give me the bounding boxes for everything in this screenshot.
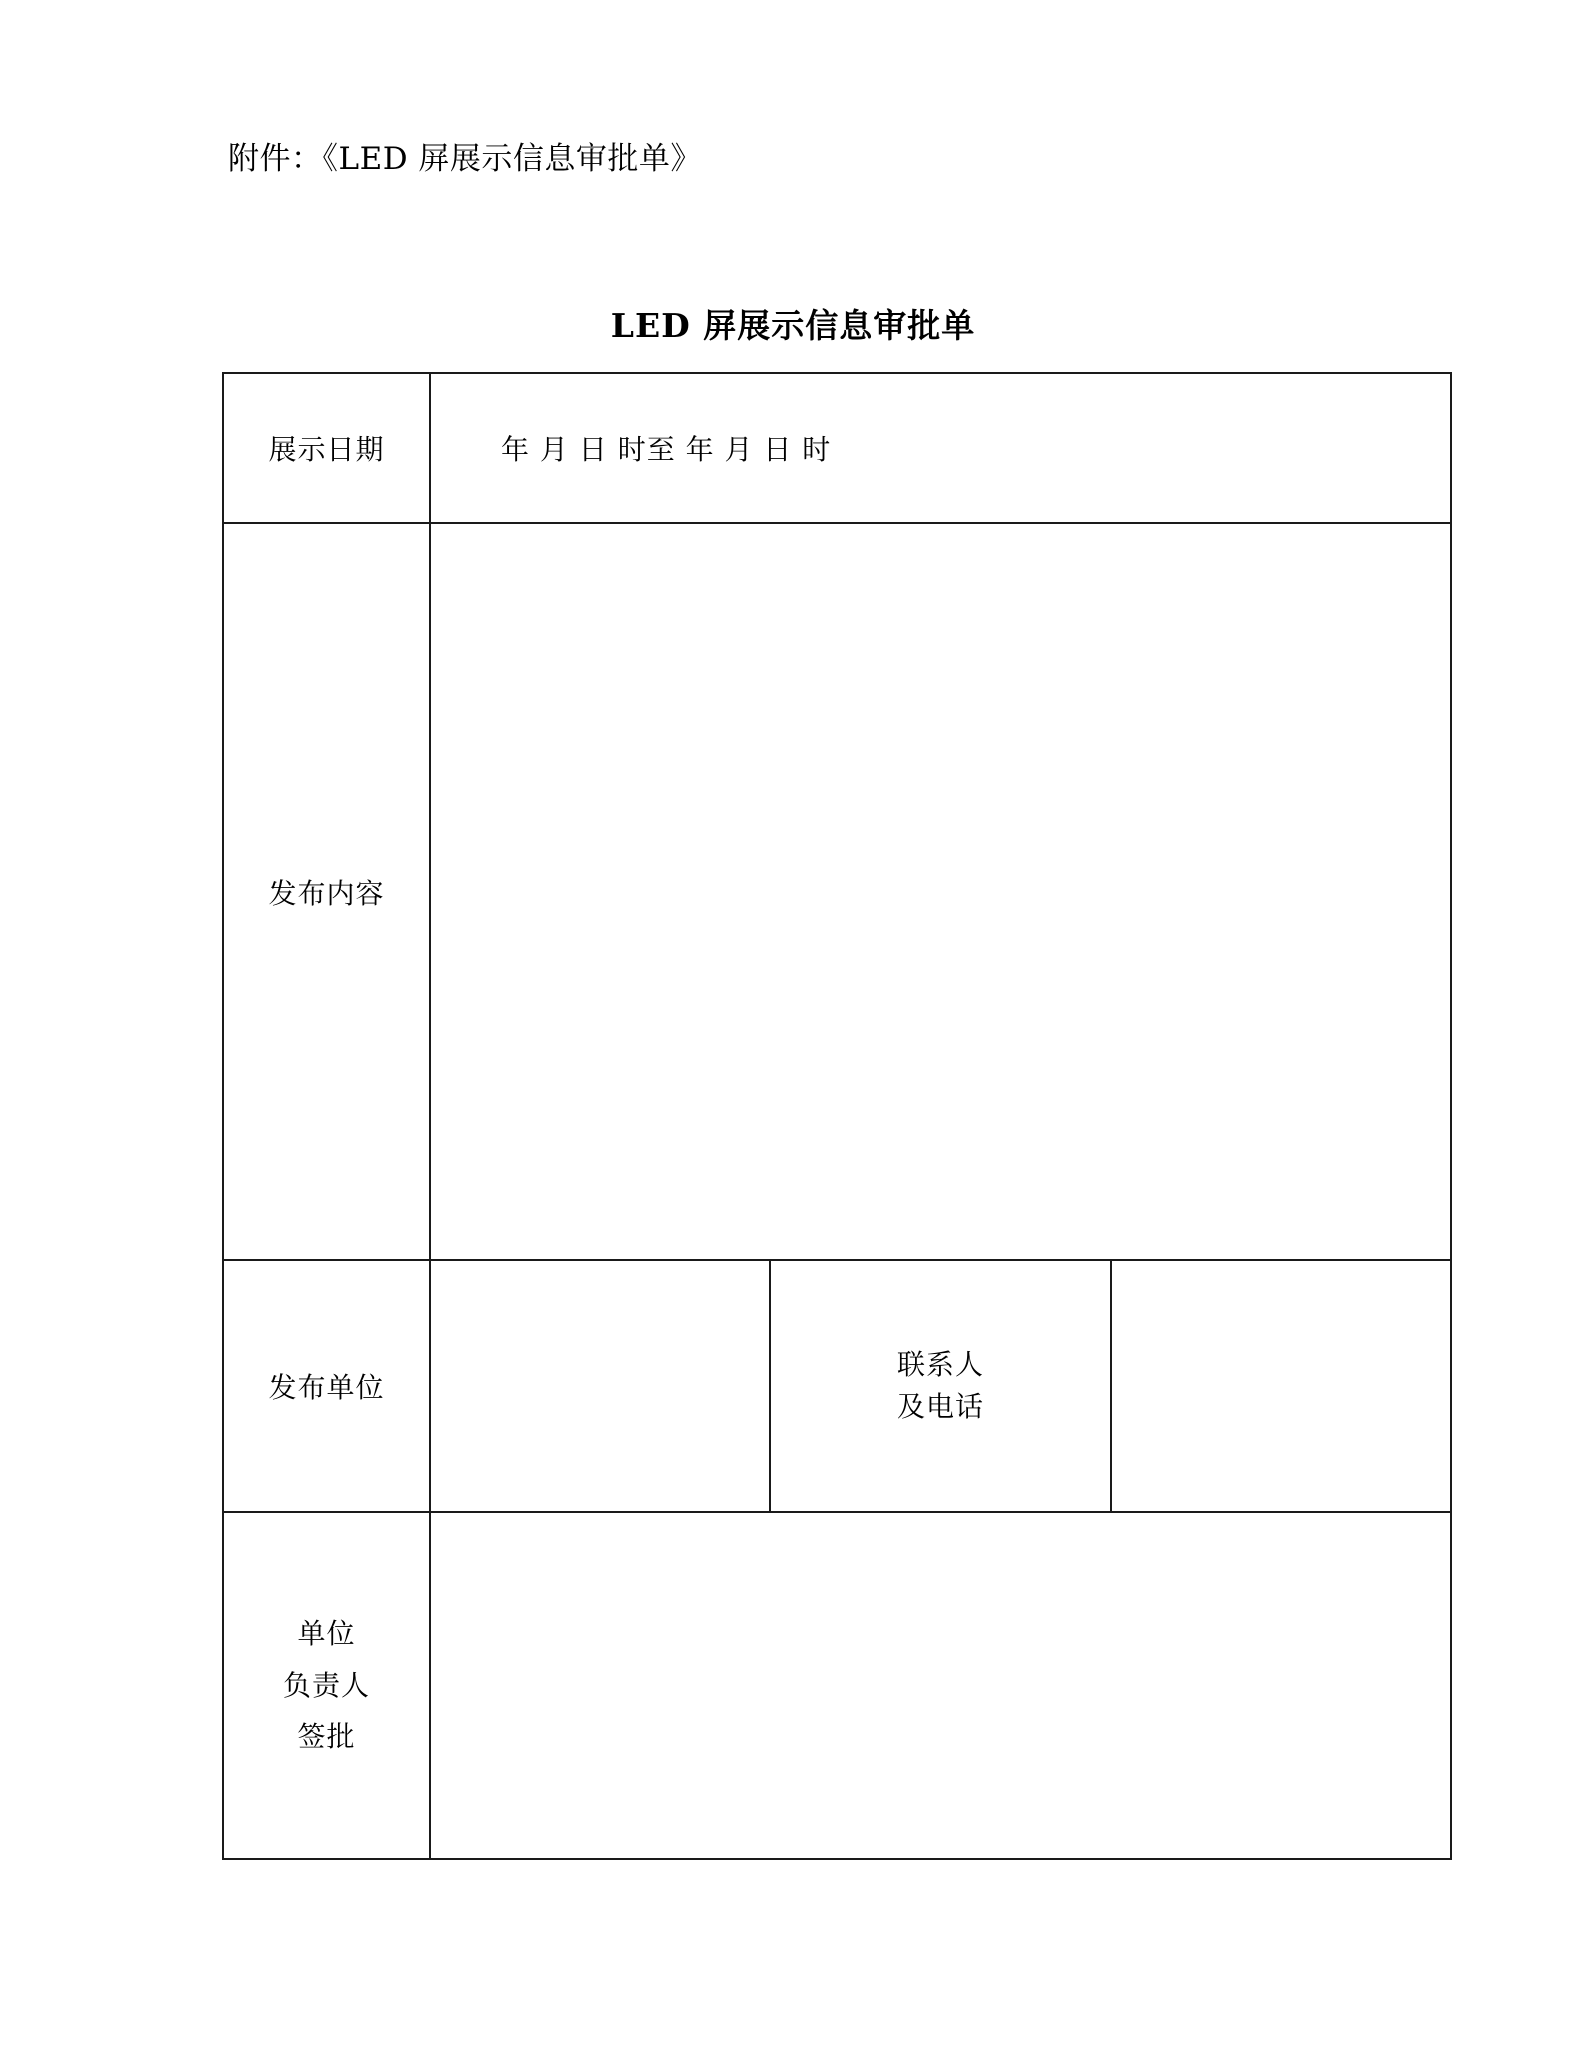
label-approval-line1: 单位: [297, 1616, 356, 1650]
field-display-date[interactable]: [430, 373, 1451, 523]
label-unit-leader-approval: [223, 1512, 430, 1859]
table-row-display-date: [223, 373, 1451, 523]
field-unit-leader-approval[interactable]: [430, 1512, 1451, 1859]
approval-form-table: [222, 372, 1452, 1860]
field-contact-person-phone[interactable]: [1111, 1260, 1451, 1512]
label-contact-person-phone: [770, 1260, 1110, 1512]
label-approval-line3: 签批: [297, 1720, 356, 1754]
page-title: LED 屏展示信息审批单: [610, 306, 976, 345]
label-publish-content: 发布内容: [223, 523, 430, 1260]
attachment-line: 附件：《LED 屏展示信息审批单》: [228, 141, 702, 177]
label-contact-line1: 联系人: [896, 1348, 984, 1381]
label-approval-line2: 负责人: [282, 1668, 370, 1702]
display-date-placeholders: 年 月 日 时至 年 月 日 时: [501, 433, 832, 466]
table-row-publish-unit: [223, 1260, 1451, 1512]
table-row-unit-leader-approval: [223, 1512, 1451, 1859]
field-publish-content[interactable]: [430, 523, 1451, 1260]
label-display-date: 展示日期: [223, 373, 430, 523]
field-publish-unit[interactable]: [430, 1260, 770, 1512]
table-row-publish-content: [223, 523, 1451, 1260]
label-contact-line2: 及电话: [896, 1390, 984, 1423]
label-publish-unit: 发布单位: [223, 1260, 430, 1512]
